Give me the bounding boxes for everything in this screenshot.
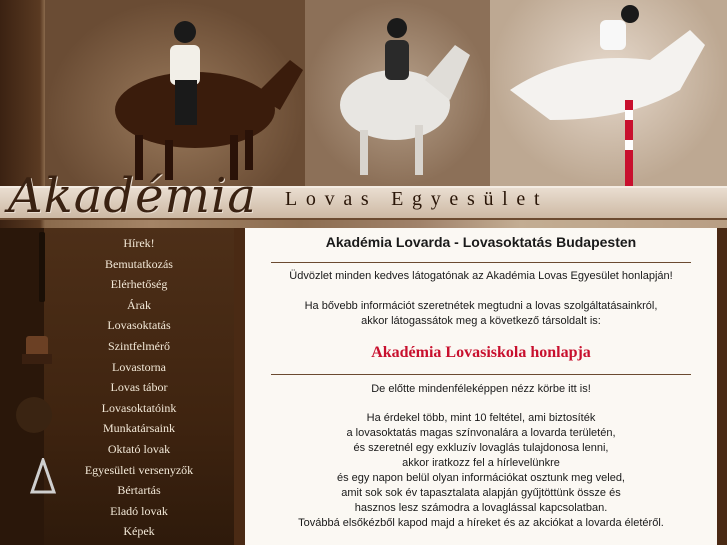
main-content (245, 228, 717, 545)
newsletter-text-line-3: és szeretnél egy exkluzív lovaglás tulajdonosa lenni, (353, 442, 609, 454)
nav-item-hirek[interactable]: Hírek! (123, 236, 155, 250)
header-photo-jumping (490, 0, 727, 187)
nav-item-oktato-lovak[interactable]: Oktató lovak (107, 441, 171, 456)
main-nav (44, 233, 234, 542)
nav-item-elerhetoseg[interactable]: Elérhetőség (110, 277, 168, 292)
newsletter-text-line-6: amit sok sok év tapasztalata alapján gyűjtöttünk össze és (341, 487, 621, 499)
nav-item-lovas-tabor[interactable]: Lovas tábor (110, 380, 168, 395)
divider (271, 374, 691, 375)
nav-item-lovastorna[interactable]: Lovastorna (112, 359, 166, 374)
newsletter-text-line-1: Ha érdekel több, mint 10 feltétel, ami biztosíték (366, 412, 596, 424)
school-website-link[interactable]: Akadémia Lovasiskola honlapja (371, 344, 591, 361)
nav-item-munkatarsaink[interactable]: Munkatársaink (103, 421, 175, 436)
info-text-line-2: akkor látogassátok meg a következő társoldalt is: (361, 315, 601, 327)
nav-item-bertartas[interactable]: Bértartás (117, 483, 161, 498)
nav-item-arak[interactable]: Árak (127, 297, 151, 312)
page-title: Akadémia Lovarda - Lovasoktatás Budapesten (325, 234, 637, 250)
grey-horse-illustration (305, 0, 490, 187)
welcome-text: Üdvözlet minden kedves látogatónak az Akadémia Lovas Egyesület honlapján! (289, 270, 673, 282)
newsletter-text-line-4: akkor iratkozz fel a hírlevelünkre (402, 457, 560, 469)
newsletter-text-line-2: a lovasoktatás magas színvonalára a lovarda területén, (346, 427, 616, 439)
jumping-horse-illustration (490, 0, 727, 187)
nav-item-szintfelmero[interactable]: Szintfelmérő (108, 338, 170, 353)
nav-item-bemutatkozas[interactable]: Bemutatkozás (105, 256, 173, 271)
sidebar (0, 228, 234, 545)
newsletter-text-line-8: Továbbá elsőkézből kapod majd a híreket és az akciókat a lovarda életéről. (298, 517, 664, 529)
newsletter-text-line-7: hasznos lesz számodra a lovaglással kapcsolatban. (354, 502, 608, 514)
look-around-text: De előtte mindenféleképpen nézz körbe itt is! (371, 383, 591, 395)
nav-item-egyesuleti-versenyzok[interactable]: Egyesületi versenyzők (84, 462, 194, 477)
header-photo-grey-horse (305, 0, 490, 187)
divider (271, 262, 691, 263)
nav-item-lovasoktatoink[interactable]: Lovasoktatóink (101, 400, 177, 415)
horse-rider-illustration (45, 0, 305, 187)
info-text-line-1: Ha bővebb információt szeretnétek megtudni a lovas szolgáltatásainkról, (304, 300, 658, 312)
site-subtitle: Lovas Egyesület (285, 188, 549, 210)
nav-item-lovasoktatas[interactable]: Lovasoktatás (107, 318, 171, 333)
header-photo-dressage (45, 0, 305, 187)
nav-item-elado-lovak[interactable]: Eladó lovak (110, 503, 168, 518)
site-logo: Akadémia (8, 168, 257, 224)
newsletter-text-line-5: és egy napon belül olyan információkat osztunk meg veled, (336, 472, 625, 484)
nav-item-kepek[interactable]: Képek (123, 524, 155, 539)
